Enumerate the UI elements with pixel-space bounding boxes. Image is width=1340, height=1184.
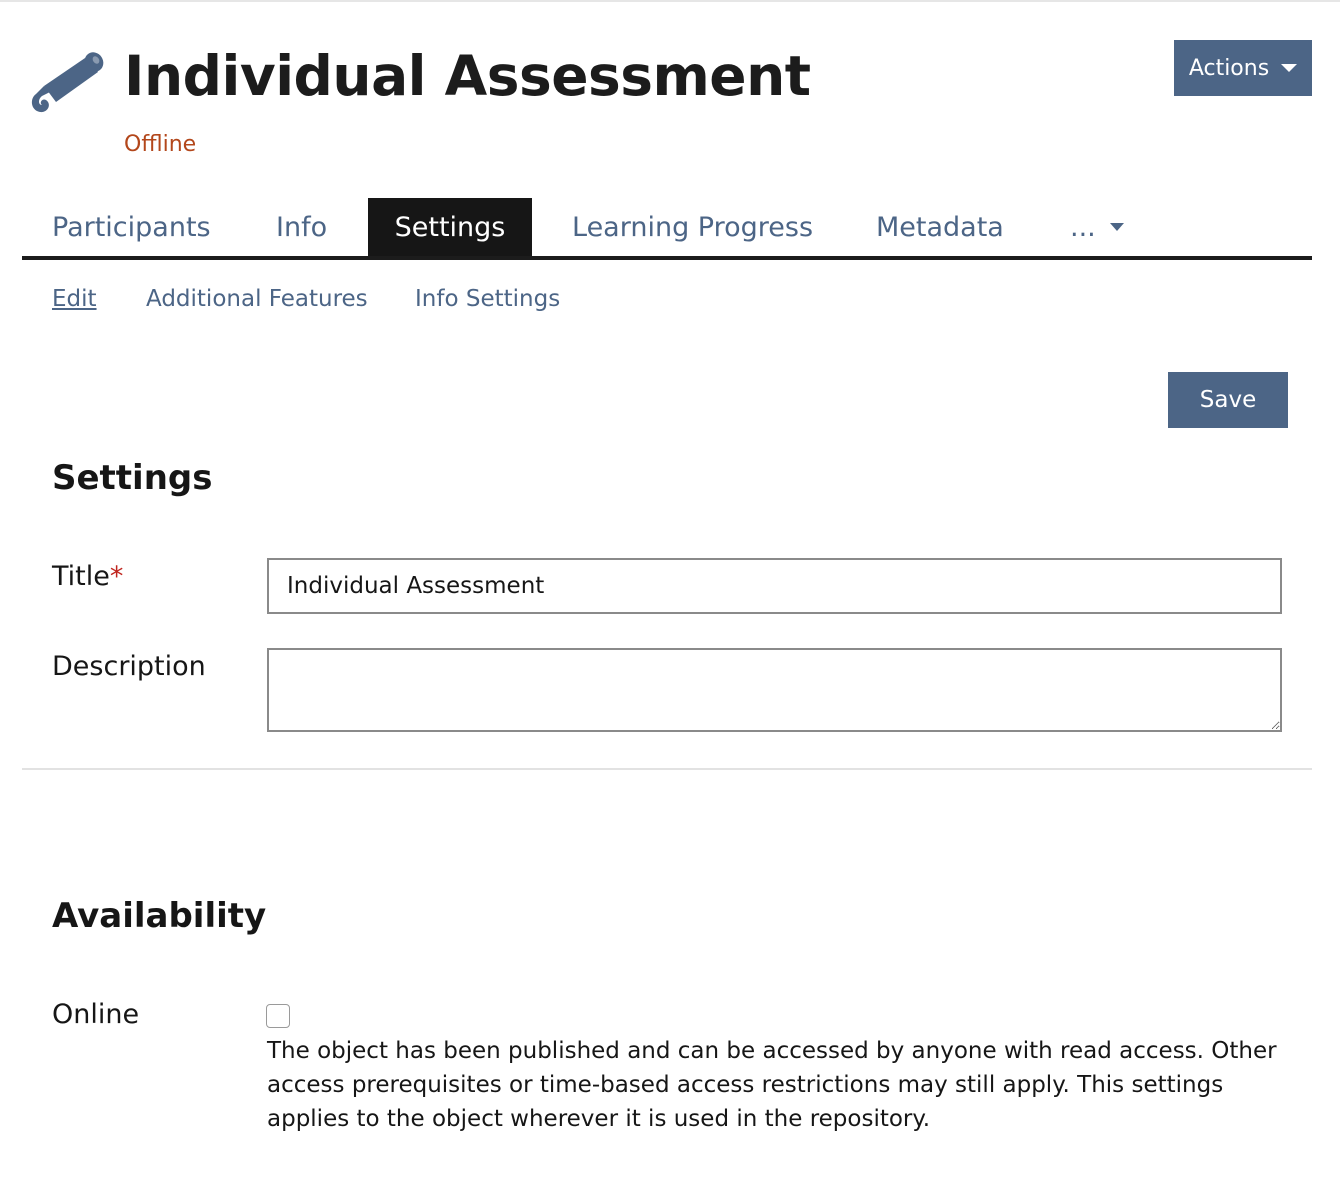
status-offline-label: Offline [124, 132, 197, 157]
subtab-edit[interactable]: Edit [52, 286, 97, 312]
required-asterisk: * [109, 561, 124, 592]
top-border [0, 0, 1340, 2]
online-field-label: Online [52, 999, 140, 1030]
section-divider [22, 768, 1312, 770]
tab-participants[interactable]: Participants [52, 211, 211, 243]
title-field-label [52, 561, 123, 592]
tab-settings[interactable]: Settings [368, 198, 532, 256]
tab-metadata[interactable]: Metadata [876, 211, 1004, 243]
main-tabs [22, 198, 1312, 260]
scroll-icon [26, 46, 108, 116]
tab-learning-progress[interactable]: Learning Progress [572, 211, 814, 243]
actions-label: Actions [1188, 55, 1270, 81]
save-button[interactable]: Save [1168, 372, 1288, 428]
description-textarea[interactable] [267, 648, 1282, 732]
page-title: Individual Assessment [124, 44, 811, 108]
online-help-text: The object has been published and can be accessed by anyone with read access. Other access prerequisites or time-based access restrictions may still apply. This settings applies to the object wherever it is used in the repository. [267, 1038, 1277, 1132]
title-label-text: Title [52, 561, 110, 592]
description-field-label: Description [52, 651, 206, 682]
availability-section-heading: Availability [52, 896, 267, 936]
chevron-down-icon [1110, 223, 1124, 231]
subtab-info-settings[interactable]: Info Settings [415, 286, 561, 312]
settings-section-heading: Settings [52, 458, 213, 498]
actions-dropdown-button[interactable] [1174, 40, 1312, 96]
tab-more-label: ... [1070, 211, 1096, 243]
tab-more-dropdown[interactable] [1070, 198, 1124, 256]
title-input[interactable] [267, 558, 1282, 614]
chevron-down-icon [1281, 64, 1297, 72]
online-checkbox[interactable] [266, 1004, 290, 1028]
subtab-additional-features[interactable]: Additional Features [146, 286, 368, 312]
tab-info[interactable]: Info [276, 211, 328, 243]
